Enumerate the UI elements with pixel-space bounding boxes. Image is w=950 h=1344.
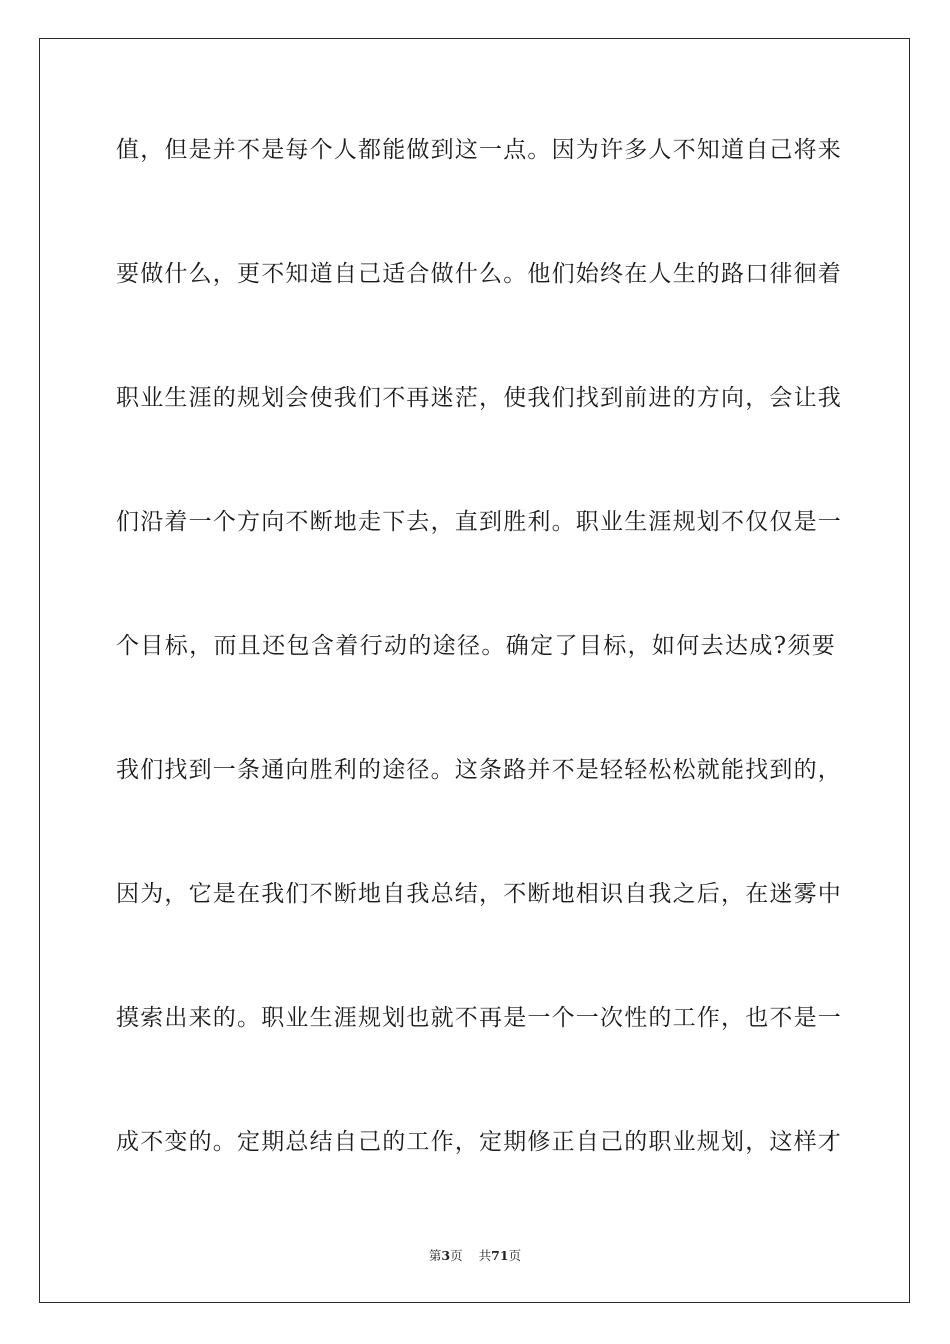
page-border xyxy=(39,38,910,1303)
total-pages-label: 共71页 xyxy=(478,1248,522,1263)
text-line: 个目标，而且还包含着行动的途径。确定了目标，如何去达成?须要 xyxy=(116,633,836,659)
page-footer xyxy=(0,1246,950,1264)
text-line: 职业生涯的规划会使我们不再迷茫，使我们找到前进的方向，会让我 xyxy=(116,385,842,411)
text-line: 成不变的。定期总结自己的工作，定期修正自己的职业规划，这样才 xyxy=(116,1129,842,1155)
page-label: 第3页 xyxy=(428,1248,463,1263)
text-line: 要做什么，更不知道自己适合做什么。他们始终在人生的路口徘徊着 xyxy=(116,261,842,287)
text-line: 摸索出来的。职业生涯规划也就不再是一个一次性的工作，也不是一 xyxy=(116,1005,842,1031)
text-line: 因为，它是在我们不断地自我总结，不断地相识自我之后，在迷雾中 xyxy=(116,881,842,907)
text-line: 值，但是并不是每个人都能做到这一点。因为许多人不知道自己将来 xyxy=(116,137,842,163)
text-line: 们沿着一个方向不断地走下去，直到胜利。职业生涯规划不仅仅是一 xyxy=(116,509,842,535)
text-line: 我们找到一条通向胜利的途径。这条路并不是轻轻松松就能找到的， xyxy=(116,757,842,783)
